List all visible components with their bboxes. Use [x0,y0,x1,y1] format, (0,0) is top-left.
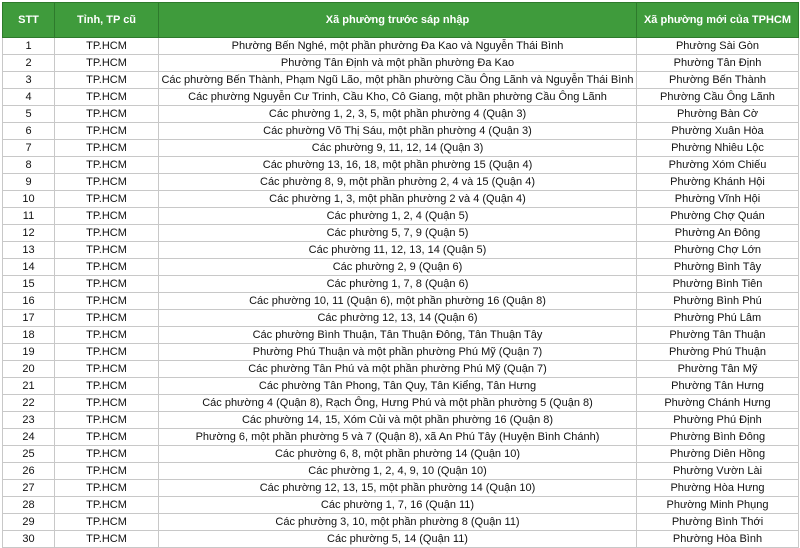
cell-old-wards: Các phường 14, 15, Xóm Củi và một phần phường 16 (Quận 8) [159,412,637,429]
table-row [3,123,799,140]
cell-old-wards: Các phường 1, 2, 4 (Quận 5) [159,208,637,225]
cell-stt: 4 [3,89,55,106]
cell-new-ward: Phường Tân Hưng [637,378,799,395]
cell-new-ward: Phường Tân Thuận [637,327,799,344]
cell-province: TP.HCM [55,514,159,531]
cell-old-wards: Các phường 2, 9 (Quận 6) [159,259,637,276]
cell-stt: 23 [3,412,55,429]
cell-new-ward: Phường Minh Phụng [637,497,799,514]
cell-old-wards: Các phường 9, 11, 12, 14 (Quận 3) [159,140,637,157]
cell-old-wards: Các phường 6, 8, một phần phường 14 (Quận 10) [159,446,637,463]
cell-old-wards: Các phường 12, 13, 15, một phần phường 14 (Quận 10) [159,480,637,497]
cell-stt: 16 [3,293,55,310]
cell-old-wards: Các phường Tân Phong, Tân Quy, Tân Kiểng, Tân Hưng [159,378,637,395]
cell-stt: 21 [3,378,55,395]
cell-new-ward: Phường Cầu Ông Lãnh [637,89,799,106]
cell-province: TP.HCM [55,327,159,344]
cell-province: TP.HCM [55,497,159,514]
cell-stt: 10 [3,191,55,208]
cell-old-wards: Các phường 1, 7, 16 (Quận 11) [159,497,637,514]
cell-new-ward: Phường Phú Lâm [637,310,799,327]
table-row [3,429,799,446]
cell-province: TP.HCM [55,429,159,446]
header-old-wards: Xã phường trước sáp nhập [159,3,637,38]
table-row [3,378,799,395]
cell-province: TP.HCM [55,480,159,497]
cell-new-ward: Phường Bình Đông [637,429,799,446]
cell-new-ward: Phường Chánh Hưng [637,395,799,412]
cell-stt: 6 [3,123,55,140]
cell-new-ward: Phường Khánh Hội [637,174,799,191]
cell-stt: 13 [3,242,55,259]
cell-old-wards: Các phường 12, 13, 14 (Quận 6) [159,310,637,327]
table-row [3,208,799,225]
cell-province: TP.HCM [55,361,159,378]
cell-new-ward: Phường Bình Tây [637,259,799,276]
cell-stt: 20 [3,361,55,378]
cell-new-ward: Phường Tân Định [637,55,799,72]
table-row [3,395,799,412]
table-row [3,55,799,72]
header-stt: STT [3,3,55,38]
cell-new-ward: Phường Sài Gòn [637,38,799,55]
cell-new-ward: Phường Xóm Chiếu [637,157,799,174]
table-header-row [3,3,799,38]
cell-old-wards: Các phường 1, 2, 4, 9, 10 (Quận 10) [159,463,637,480]
header-province: Tỉnh, TP cũ [55,3,159,38]
cell-old-wards: Các phường 11, 12, 13, 14 (Quận 5) [159,242,637,259]
cell-stt: 29 [3,514,55,531]
cell-province: TP.HCM [55,89,159,106]
table-row [3,480,799,497]
cell-old-wards: Các phường 1, 3, một phần phường 2 và 4 (Quận 4) [159,191,637,208]
table-row [3,225,799,242]
cell-stt: 22 [3,395,55,412]
ward-merger-table [2,2,799,548]
cell-old-wards: Các phường 10, 11 (Quận 6), một phần phường 16 (Quận 8) [159,293,637,310]
table-row [3,276,799,293]
table-row [3,446,799,463]
cell-old-wards: Các phường Bến Thành, Phạm Ngũ Lão, một phần phường Cầu Ông Lãnh và Nguyễn Thái Bình [159,72,637,89]
cell-stt: 2 [3,55,55,72]
cell-province: TP.HCM [55,208,159,225]
cell-stt: 7 [3,140,55,157]
cell-stt: 3 [3,72,55,89]
cell-old-wards: Các phường Nguyễn Cư Trinh, Cầu Kho, Cô Giang, một phần phường Cầu Ông Lãnh [159,89,637,106]
cell-new-ward: Phường Bến Thành [637,72,799,89]
header-new-ward: Xã phường mới của TPHCM [637,3,799,38]
cell-new-ward: Phường Bàn Cờ [637,106,799,123]
cell-province: TP.HCM [55,38,159,55]
cell-province: TP.HCM [55,174,159,191]
table-row [3,514,799,531]
cell-province: TP.HCM [55,463,159,480]
cell-old-wards: Các phường Bình Thuận, Tân Thuận Đông, Tân Thuận Tây [159,327,637,344]
table-row [3,72,799,89]
cell-new-ward: Phường Vĩnh Hội [637,191,799,208]
cell-province: TP.HCM [55,225,159,242]
cell-old-wards: Các phường 5, 7, 9 (Quận 5) [159,225,637,242]
table-row [3,463,799,480]
cell-old-wards: Các phường 8, 9, một phần phường 2, 4 và 15 (Quận 4) [159,174,637,191]
cell-stt: 26 [3,463,55,480]
cell-province: TP.HCM [55,293,159,310]
cell-new-ward: Phường Diên Hồng [637,446,799,463]
cell-province: TP.HCM [55,412,159,429]
cell-stt: 12 [3,225,55,242]
cell-new-ward: Phường An Đông [637,225,799,242]
cell-old-wards: Phường Tân Định và một phần phường Đa Kao [159,55,637,72]
cell-new-ward: Phường Nhiêu Lộc [637,140,799,157]
cell-old-wards: Các phường 5, 14 (Quận 11) [159,531,637,548]
cell-old-wards: Phường Bến Nghé, một phần phường Đa Kao và Nguyễn Thái Bình [159,38,637,55]
cell-province: TP.HCM [55,395,159,412]
cell-new-ward: Phường Phú Thuận [637,344,799,361]
cell-stt: 14 [3,259,55,276]
cell-province: TP.HCM [55,531,159,548]
cell-old-wards: Phường Phú Thuận và một phần phường Phú Mỹ (Quận 7) [159,344,637,361]
table-row [3,157,799,174]
table-row [3,191,799,208]
table-row [3,259,799,276]
table-row [3,38,799,55]
cell-new-ward: Phường Bình Tiên [637,276,799,293]
cell-stt: 17 [3,310,55,327]
cell-stt: 19 [3,344,55,361]
cell-province: TP.HCM [55,259,159,276]
cell-stt: 8 [3,157,55,174]
cell-province: TP.HCM [55,191,159,208]
cell-new-ward: Phường Tân Mỹ [637,361,799,378]
cell-stt: 15 [3,276,55,293]
cell-stt: 30 [3,531,55,548]
cell-province: TP.HCM [55,123,159,140]
table-row [3,531,799,548]
cell-new-ward: Phường Vườn Lài [637,463,799,480]
cell-stt: 18 [3,327,55,344]
cell-old-wards: Các phường Võ Thị Sáu, một phần phường 4 (Quận 3) [159,123,637,140]
table-row [3,89,799,106]
cell-old-wards: Phường 6, một phần phường 5 và 7 (Quận 8), xã An Phú Tây (Huyện Bình Chánh) [159,429,637,446]
table-row [3,106,799,123]
cell-old-wards: Các phường 1, 7, 8 (Quận 6) [159,276,637,293]
cell-new-ward: Phường Bình Thới [637,514,799,531]
cell-stt: 9 [3,174,55,191]
cell-province: TP.HCM [55,378,159,395]
table-row [3,497,799,514]
cell-province: TP.HCM [55,446,159,463]
cell-province: TP.HCM [55,310,159,327]
table-row [3,412,799,429]
cell-province: TP.HCM [55,106,159,123]
cell-old-wards: Các phường 1, 2, 3, 5, một phần phường 4 (Quận 3) [159,106,637,123]
cell-old-wards: Các phường 3, 10, một phần phường 8 (Quận 11) [159,514,637,531]
cell-new-ward: Phường Chợ Quán [637,208,799,225]
cell-stt: 27 [3,480,55,497]
table-row [3,310,799,327]
table-row [3,327,799,344]
table-row [3,293,799,310]
cell-new-ward: Phường Bình Phú [637,293,799,310]
cell-stt: 1 [3,38,55,55]
cell-old-wards: Các phường 13, 16, 18, một phần phường 15 (Quận 4) [159,157,637,174]
cell-old-wards: Các phường 4 (Quận 8), Rạch Ông, Hưng Phú và một phần phường 5 (Quận 8) [159,395,637,412]
table-row [3,242,799,259]
cell-new-ward: Phường Phú Định [637,412,799,429]
table-row [3,140,799,157]
cell-province: TP.HCM [55,140,159,157]
table-row [3,361,799,378]
cell-stt: 25 [3,446,55,463]
table-row [3,174,799,191]
cell-stt: 11 [3,208,55,225]
cell-stt: 5 [3,106,55,123]
cell-province: TP.HCM [55,157,159,174]
cell-province: TP.HCM [55,344,159,361]
cell-province: TP.HCM [55,55,159,72]
cell-old-wards: Các phường Tân Phú và một phần phường Phú Mỹ (Quận 7) [159,361,637,378]
cell-stt: 24 [3,429,55,446]
cell-stt: 28 [3,497,55,514]
cell-new-ward: Phường Hòa Hưng [637,480,799,497]
table-row [3,344,799,361]
cell-province: TP.HCM [55,242,159,259]
cell-province: TP.HCM [55,276,159,293]
cell-new-ward: Phường Hòa Bình [637,531,799,548]
cell-new-ward: Phường Chợ Lớn [637,242,799,259]
cell-new-ward: Phường Xuân Hòa [637,123,799,140]
cell-province: TP.HCM [55,72,159,89]
